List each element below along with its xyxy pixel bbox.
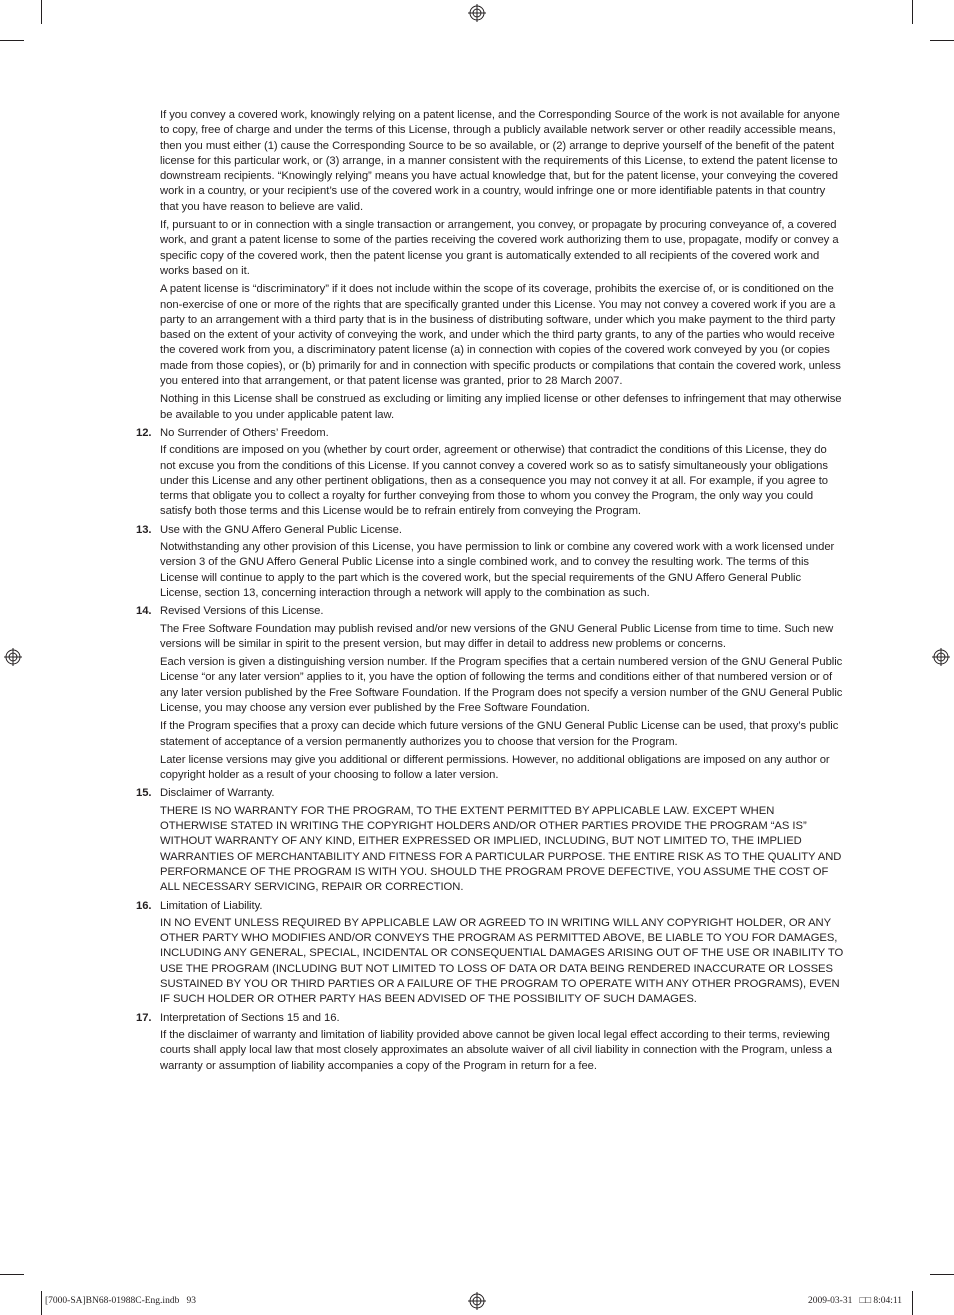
section-heading: Interpretation of Sections 15 and 16. bbox=[160, 1011, 340, 1024]
intro-paragraph: Nothing in this License shall be construed as excluding or limiting any implied license or other defenses to infringement that may otherwise be available to you under applicable patent law. bbox=[160, 393, 842, 421]
footer-file-info: [7000-SA]BN68-01988C-Eng.indb 93 bbox=[45, 1296, 196, 1306]
section-paragraph: Notwithstanding any other provision of this License, you have permission to link or combine any covered work with a work licensed under version 3 of the GNU Affero General Public License into a single combined work, and to convey the resulting work. The terms of this License will continue to apply to the part which is the covered work, but the special requirements of the GNU Affero General Public License, section 13, concerning interaction through a network will apply to the combination as such. bbox=[160, 541, 835, 599]
crop-mark-top-left-vertical bbox=[41, 0, 42, 24]
section-number: 12. bbox=[136, 426, 152, 439]
section-heading: Revised Versions of this License. bbox=[160, 605, 324, 618]
section-heading: Disclaimer of Warranty. bbox=[160, 787, 275, 800]
section-13 bbox=[136, 523, 844, 601]
registration-mark-top-icon bbox=[468, 4, 486, 22]
registration-mark-bottom-icon bbox=[468, 1292, 486, 1310]
section-16 bbox=[136, 899, 844, 1008]
section-17 bbox=[136, 1011, 844, 1074]
section-paragraph: If conditions are imposed on you (whether by court order, agreement or otherwise) that contradict the conditions of this License, they do not excuse you from the conditions of this License. If you cannot convey a covered work so as to satisfy simultaneously your obligations under this License and any other pertinent obligations, then as a consequence you may not convey it at all. For example, if you agree to terms that obligate you to collect a royalty for further conveying from those to whom you convey the Program, the only way you could satisfy both those terms and this License would be to refrain entirely from conveying the Program. bbox=[160, 444, 828, 518]
section-paragraph: Each version is given a distinguishing version number. If the Program specifies that a certain numbered version of the GNU General Public License “or any later version” applies to it, you have the option of following the terms and conditions either of that numbered version or of any later version published by the Free Software Foundation. If the Program does not specify a version number of the GNU General Public License, you may choose any version ever published by the Free Software Foundation. bbox=[160, 656, 843, 714]
crop-mark-top-left-horizontal bbox=[0, 40, 24, 41]
license-body bbox=[136, 108, 844, 1077]
section-paragraph: The Free Software Foundation may publish revised and/or new versions of the GNU General Public License from time to time. Such new versions will be similar in spirit to the present version, but may differ in detail to address new problems or concerns. bbox=[160, 622, 834, 650]
section-number: 15. bbox=[136, 787, 152, 800]
registration-mark-left-icon bbox=[4, 648, 22, 666]
section-14 bbox=[136, 604, 844, 783]
registration-mark-right-icon bbox=[932, 648, 950, 666]
intro-paragraph: A patent license is “discriminatory” if it does not include within the scope of its coverage, prohibits the exercise of, or is conditioned on the non-exercise of one or more of the rights that are specifically granted under this License. You may not convey a covered work if you are a party to an arrangement with a third party that is in the business of distributing software, under which you make payment to the third party based on the extent of your activity of conveying the work, and under which the third party grants, to any of the parties who would receive the covered work from you, a discriminatory patent license (a) in connection with copies of the covered work conveyed by you (or copies made from those copies), or (b) primarily for and in connection with specific products or compilations that contain the covered work, unless you entered into that arrangement, or that patent license was granted, prior to 28 March 2007. bbox=[160, 283, 841, 388]
intro-paragraph: If you convey a covered work, knowingly relying on a patent license, and the Corresponding Source of the work is not available for anyone to copy, free of charge and under the terms of this License, through a publicly available network server or other readily accessible means, then you must either (1) cause the Corresponding Source to be so available, or (2) arrange to deprive yourself of the benefit of the patent license for this particular work, or (3) arrange, in a manner consistent with the requirements of this License, to extend the patent license to downstream recipients. “Knowingly relying” means you have actual knowledge that, but for the patent license, your conveying the covered work in a country, or your recipient’s use of the covered work in a country, would infringe one or more identifiable patents in that country that you have reason to believe are valid. bbox=[160, 109, 840, 213]
crop-mark-bottom-right-horizontal bbox=[930, 1274, 954, 1275]
crop-mark-bottom-left-vertical bbox=[41, 1291, 42, 1315]
section-number: 16. bbox=[136, 899, 152, 912]
footer-timestamp: 2009-03-31 □□ 8:04:11 bbox=[808, 1296, 902, 1306]
crop-mark-top-right-horizontal bbox=[930, 40, 954, 41]
section-paragraph: If the Program specifies that a proxy can decide which future versions of the GNU General Public License can be used, that proxy’s public statement of acceptance of a version permanently authorizes you to choose that version for the Program. bbox=[160, 720, 839, 748]
intro-paragraph: If, pursuant to or in connection with a single transaction or arrangement, you convey, or propagate by procuring conveyance of, a covered work, and grant a patent license to some of the parties receiving the covered work authorizing them to use, propagate, modify or convey a specific copy of the covered work, then the patent license you grant is automatically extended to all recipients of the covered work and works based on it. bbox=[160, 219, 839, 277]
section-heading: No Surrender of Others’ Freedom. bbox=[160, 426, 329, 439]
section-paragraph: If the disclaimer of warranty and limitation of liability provided above cannot be given local legal effect according to their terms, reviewing courts shall apply local law that most closely approximates an absolute waiver of all civil liability in connection with the Program, unless a warranty or assumption of liability accompanies a copy of the Program in return for a fee. bbox=[160, 1028, 832, 1072]
section-heading: Use with the GNU Affero General Public License. bbox=[160, 523, 402, 536]
section-heading: Limitation of Liability. bbox=[160, 899, 263, 912]
section-paragraph: Later license versions may give you additional or different permissions. However, no additional obligations are imposed on any author or copyright holder as a result of your choosing to follow a later version. bbox=[160, 753, 830, 782]
crop-mark-bottom-left-horizontal bbox=[0, 1274, 24, 1275]
section-number: 13. bbox=[136, 523, 152, 536]
section-paragraph: IN NO EVENT UNLESS REQUIRED BY APPLICABLE LAW OR AGREED TO IN WRITING WILL ANY COPYRIGHT HOLDER, OR ANY OTHER PARTY WHO MODIFIES AND/OR CONVEYS THE PROGRAM AS PERMITTED ABOVE, BE LIABLE TO YOU FOR DAMAGES, INCLUDING ANY GENERAL, SPECIAL, INCIDENTAL OR CONSEQUENTIAL DAMAGES ARISING OUT OF THE USE OR INABILITY TO USE THE PROGRAM (INCLUDING BUT NOT LIMITED TO LOSS OF DATA OR DATA BEING RENDERED INACCURATE OR LOSSES SUSTAINED BY YOU OR THIRD PARTIES OR A FAILURE OF THE PROGRAM TO OPERATE WITH ANY OTHER PROGRAMS), EVEN IF SUCH HOLDER OR OTHER PARTY HAS BEEN ADVISED OF THE POSSIBILITY OF SUCH DAMAGES. bbox=[160, 916, 844, 1006]
crop-mark-top-right-vertical bbox=[912, 0, 913, 24]
section-12 bbox=[136, 426, 844, 520]
section-paragraph: THERE IS NO WARRANTY FOR THE PROGRAM, TO THE EXTENT PERMITTED BY APPLICABLE LAW. EXCEPT WHEN OTHERWISE STATED IN WRITING THE COPYRIGHT HOLDERS AND/OR OTHER PARTIES PROVIDE THE PROGRAM “AS IS” WITHOUT WARRANTY OF ANY KIND, EITHER EXPRESSED OR IMPLIED, INCLUDING, BUT NOT LIMITED TO, THE IMPLIED WARRANTIES OF MERCHANTABILITY AND FITNESS FOR A PARTICULAR PURPOSE. THE ENTIRE RISK AS TO THE QUALITY AND PERFORMANCE OF THE PROGRAM IS WITH YOU. SHOULD THE PROGRAM PROVE DEFECTIVE, YOU ASSUME THE COST OF ALL NECESSARY SERVICING, REPAIR OR CORRECTION. bbox=[160, 804, 842, 894]
crop-mark-bottom-right-vertical bbox=[912, 1291, 913, 1315]
section-number: 17. bbox=[136, 1011, 152, 1024]
section-15 bbox=[136, 786, 844, 895]
section-number: 14. bbox=[136, 605, 152, 618]
